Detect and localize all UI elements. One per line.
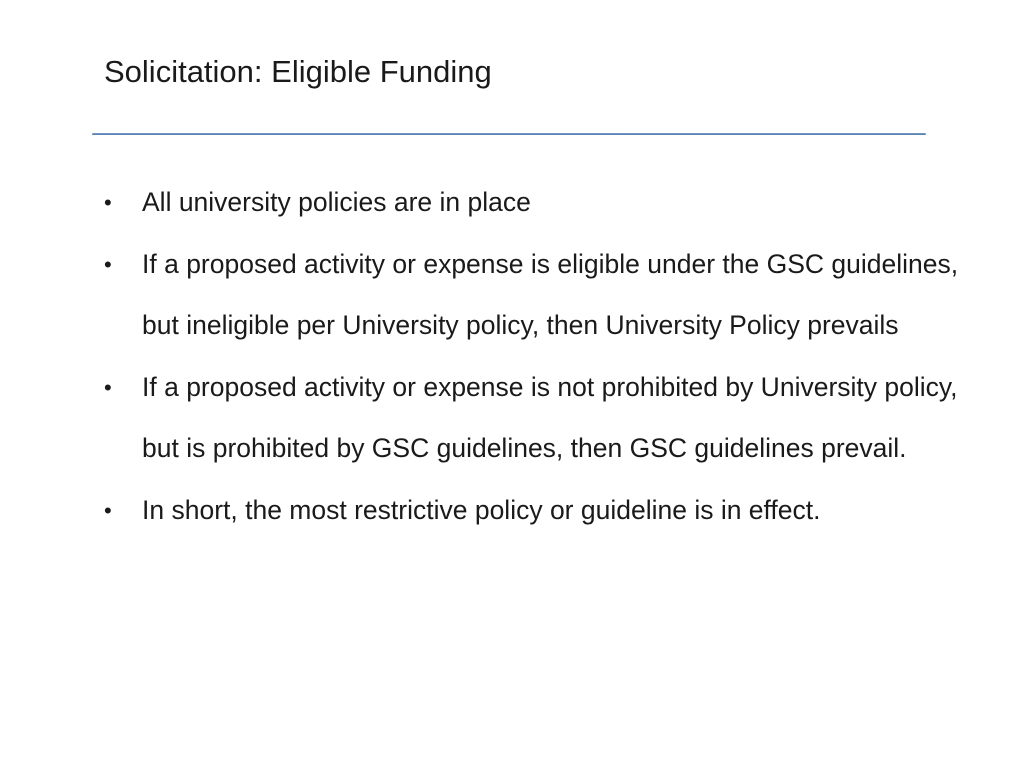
bullet-text: If a proposed activity or expense is eligible under the GSC guidelines, but ineligible per University policy, then University Policy prevails — [142, 248, 959, 340]
bullet-text: In short, the most restrictive policy or guideline is in effect. — [142, 494, 821, 525]
bullet-item — [104, 172, 984, 234]
bullet-icon: • — [104, 374, 112, 400]
bullet-icon: • — [104, 190, 112, 215]
bullet-icon: • — [104, 251, 112, 277]
bullet-text: If a proposed activity or expense is not prohibited by University policy, but is prohibited by GSC guidelines, then GSC guidelines prevail. — [142, 371, 958, 463]
bullet-icon: • — [104, 497, 112, 523]
bullet-item — [104, 357, 984, 480]
slide-title: Solicitation: Eligible Funding — [104, 54, 492, 89]
title-divider — [92, 133, 926, 135]
bullet-text: All university policies are in place — [142, 187, 531, 217]
bullet-item — [104, 234, 984, 357]
bullet-item — [104, 480, 984, 542]
bullet-list — [104, 172, 984, 541]
